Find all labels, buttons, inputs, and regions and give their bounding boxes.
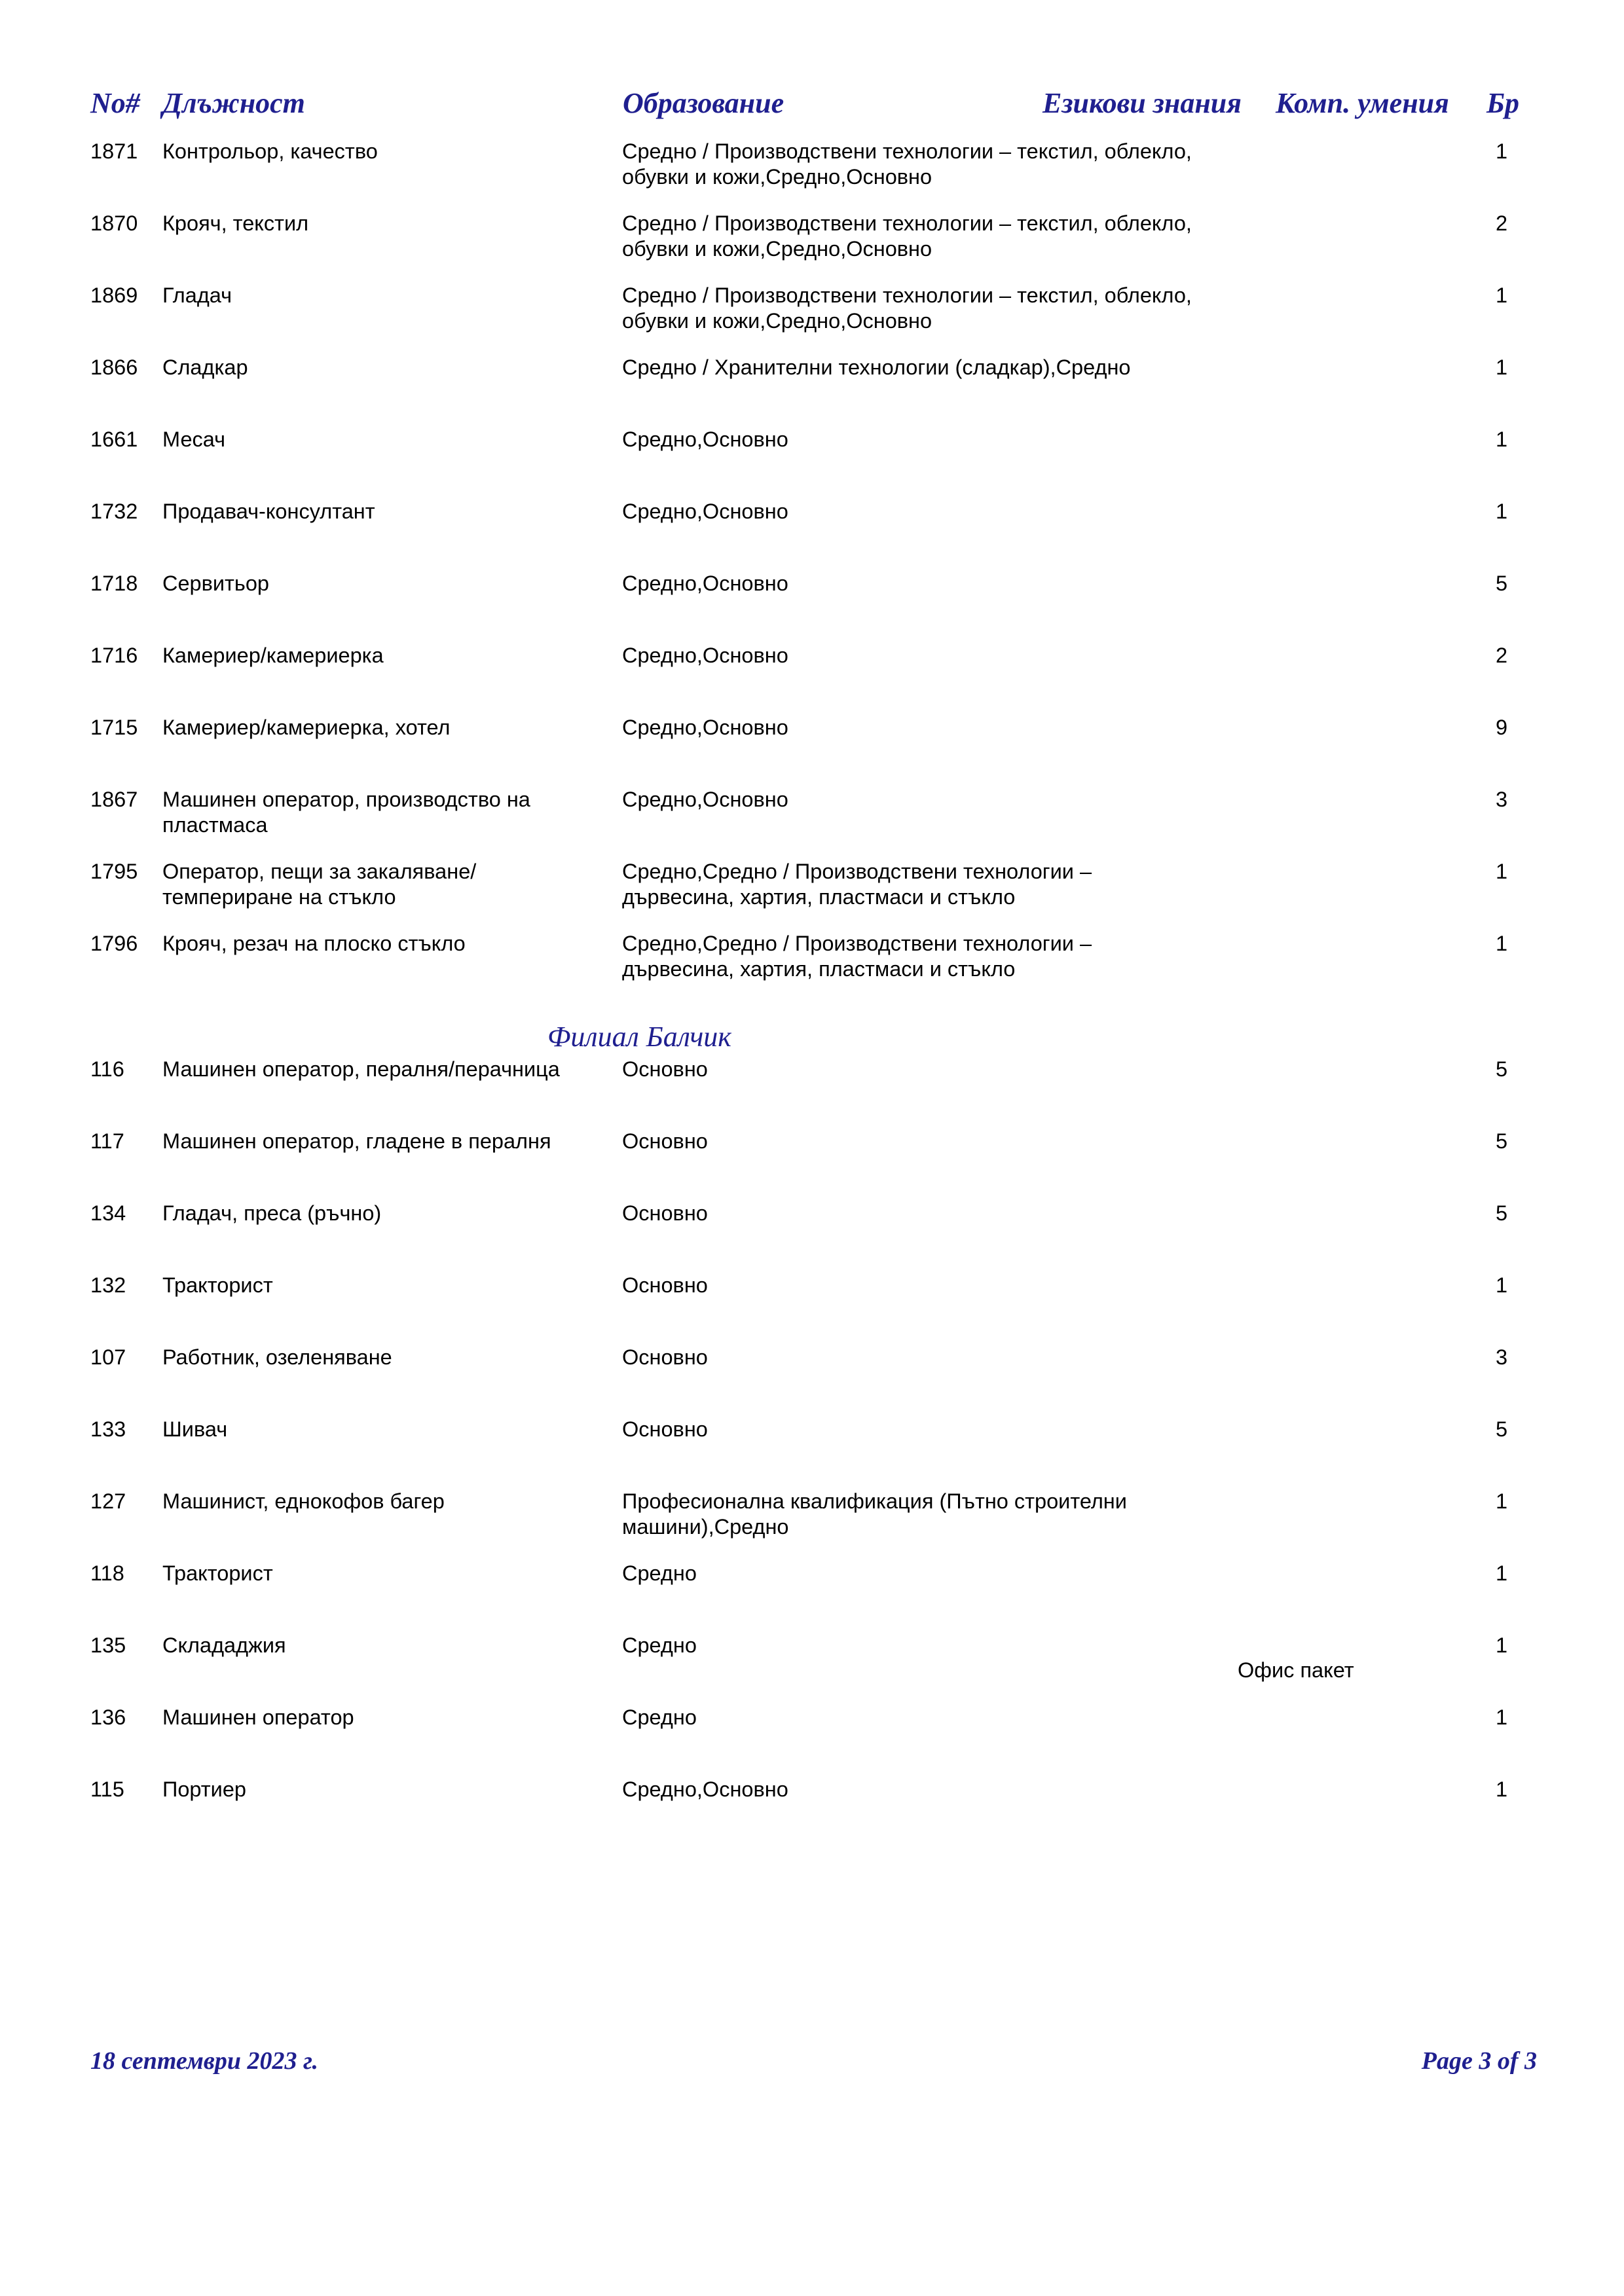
row-count: 3 (1495, 1345, 1508, 1369)
row-education: Средно (622, 1561, 697, 1585)
row-count: 9 (1495, 716, 1508, 739)
row-education: Средно,Основно (622, 644, 788, 667)
row-education: Средно,Средно / Производствени технологии – дървесина, хартия, пластмаси и стъкло (622, 860, 1092, 909)
footer-page-number: Page 3 of 3 (1421, 2047, 1537, 2075)
row-education: Основно (622, 1273, 708, 1297)
row-number: 116 (90, 1057, 124, 1081)
table-row (0, 1777, 1624, 1842)
row-position: Продавач-консултант (162, 500, 375, 523)
row-position: Крояч, текстил (162, 211, 309, 235)
row-position: Машинен оператор, пералня/перачница (162, 1057, 560, 1081)
footer-date: 18 септември 2023 г. (90, 2047, 319, 2075)
table-row (0, 1489, 1624, 1554)
header-education: Образование (623, 87, 784, 119)
table-row (0, 427, 1624, 492)
row-education: Средно / Хранителни технологии (сладкар),Средно (622, 355, 1131, 379)
row-count: 1 (1495, 1489, 1508, 1513)
row-number: 134 (90, 1201, 126, 1225)
table-row (0, 283, 1624, 348)
row-position: Тракторист (162, 1273, 273, 1297)
row-count: 2 (1495, 211, 1508, 235)
row-education: Основно (622, 1129, 708, 1153)
row-count: 1 (1495, 139, 1508, 163)
row-count: 5 (1495, 1057, 1508, 1081)
table-row (0, 1417, 1624, 1482)
table-row (0, 1057, 1624, 1122)
row-number: 136 (90, 1705, 126, 1729)
row-count: 5 (1495, 1201, 1508, 1225)
row-position: Машинен оператор (162, 1705, 354, 1729)
row-number: 115 (90, 1777, 124, 1801)
row-education: Основно (622, 1345, 708, 1369)
row-number: 1661 (90, 428, 138, 451)
row-education: Основно (622, 1057, 708, 1081)
row-number: 1718 (90, 572, 138, 595)
table-row (0, 1273, 1624, 1338)
row-count: 1 (1495, 1561, 1508, 1585)
row-number: 135 (90, 1633, 126, 1657)
row-number: 1866 (90, 355, 138, 379)
row-number: 1796 (90, 932, 138, 955)
row-number: 117 (90, 1129, 124, 1153)
row-number: 1870 (90, 211, 138, 235)
row-count: 1 (1495, 1777, 1508, 1801)
row-count: 1 (1495, 355, 1508, 379)
row-number: 1871 (90, 139, 138, 163)
row-count: 1 (1495, 283, 1508, 307)
table-row (0, 859, 1624, 924)
row-education: Основно (622, 1201, 708, 1225)
row-number: 118 (90, 1561, 124, 1585)
row-education: Основно (622, 1417, 708, 1441)
row-education: Средно / Производствени технологии – текстил, облекло, обувки и кожи,Средно,Основно (622, 283, 1192, 333)
table-row (0, 571, 1624, 636)
row-number: 1795 (90, 860, 138, 883)
row-count: 1 (1495, 860, 1508, 883)
row-education: Средно (622, 1633, 697, 1657)
header-languages: Езикови знания (1043, 87, 1242, 119)
row-count: 5 (1495, 1129, 1508, 1153)
row-number: 1869 (90, 283, 138, 307)
table-row (0, 643, 1624, 708)
row-number: 1715 (90, 716, 138, 739)
row-number: 1732 (90, 500, 138, 523)
row-education: Средно (622, 1705, 697, 1729)
row-number: 132 (90, 1273, 126, 1297)
table-row (0, 1345, 1624, 1410)
row-number: 1716 (90, 644, 138, 667)
header-position: Длъжност (162, 87, 305, 119)
row-number: 127 (90, 1489, 126, 1513)
row-education: Средно,Основно (622, 788, 788, 811)
row-number: 107 (90, 1345, 126, 1369)
row-education: Средно / Производствени технологии – текстил, облекло, обувки и кожи,Средно,Основно (622, 139, 1192, 189)
header-count: Бр (1486, 87, 1519, 119)
row-count: 1 (1495, 1633, 1508, 1657)
row-count: 1 (1495, 428, 1508, 451)
row-count: 3 (1495, 788, 1508, 811)
table-row (0, 1201, 1624, 1266)
row-position: Камериер/камериерка, хотел (162, 716, 451, 739)
row-position: Крояч, резач на плоско стъкло (162, 932, 466, 955)
table-row (0, 1561, 1624, 1626)
row-count: 1 (1495, 1273, 1508, 1297)
row-position: Контрольор, качество (162, 139, 378, 163)
row-education: Професионална квалификация (Пътно строителни машини),Средно (622, 1489, 1127, 1539)
row-count: 5 (1495, 1417, 1508, 1441)
row-number: 1867 (90, 788, 138, 811)
row-position: Склададжия (162, 1633, 286, 1657)
row-position: Работник, озеленяване (162, 1345, 392, 1369)
table-row (0, 139, 1624, 204)
row-count: 1 (1495, 500, 1508, 523)
row-education: Средно,Основно (622, 572, 788, 595)
row-position: Оператор, пещи за закаляване/темпериране на стъкло (162, 860, 477, 909)
table-row (0, 931, 1624, 996)
row-count: 2 (1495, 644, 1508, 667)
row-position: Гладач, преса (ръчно) (162, 1201, 382, 1225)
row-education: Средно / Производствени технологии – текстил, облекло, обувки и кожи,Средно,Основно (622, 211, 1192, 261)
row-position: Машинен оператор, гладене в пералня (162, 1129, 551, 1153)
table-row (0, 499, 1624, 564)
row-education: Средно,Основно (622, 716, 788, 739)
row-computer-skills: Офис пакет (1238, 1658, 1354, 1682)
row-position: Тракторист (162, 1561, 273, 1585)
row-education: Средно,Основно (622, 428, 788, 451)
row-position: Портиер (162, 1777, 246, 1801)
row-education: Средно,Средно / Производствени технологии – дървесина, хартия, пластмаси и стъкло (622, 932, 1092, 981)
row-position: Шивач (162, 1417, 228, 1441)
table-row (0, 715, 1624, 780)
header-computer-skills: Комп. умения (1276, 87, 1449, 119)
table-row (0, 1705, 1624, 1770)
row-count: 5 (1495, 572, 1508, 595)
row-count: 1 (1495, 1705, 1508, 1729)
table-row (0, 1633, 1624, 1698)
section-title: Филиал Балчик (547, 1021, 731, 1053)
row-count: 1 (1495, 932, 1508, 955)
header-no: No# (90, 87, 140, 119)
table-row (0, 787, 1624, 852)
row-position: Сладкар (162, 355, 248, 379)
row-education: Средно,Основно (622, 1777, 788, 1801)
row-number: 133 (90, 1417, 126, 1441)
row-position: Гладач (162, 283, 232, 307)
row-position: Машинен оператор, производство на пластмаса (162, 788, 530, 837)
table-row (0, 1129, 1624, 1194)
row-position: Месач (162, 428, 226, 451)
row-position: Сервитьор (162, 572, 270, 595)
row-education: Средно,Основно (622, 500, 788, 523)
row-position: Камериер/камериерка (162, 644, 384, 667)
table-row (0, 355, 1624, 420)
table-row (0, 211, 1624, 276)
row-position: Машинист, еднокофов багер (162, 1489, 445, 1513)
